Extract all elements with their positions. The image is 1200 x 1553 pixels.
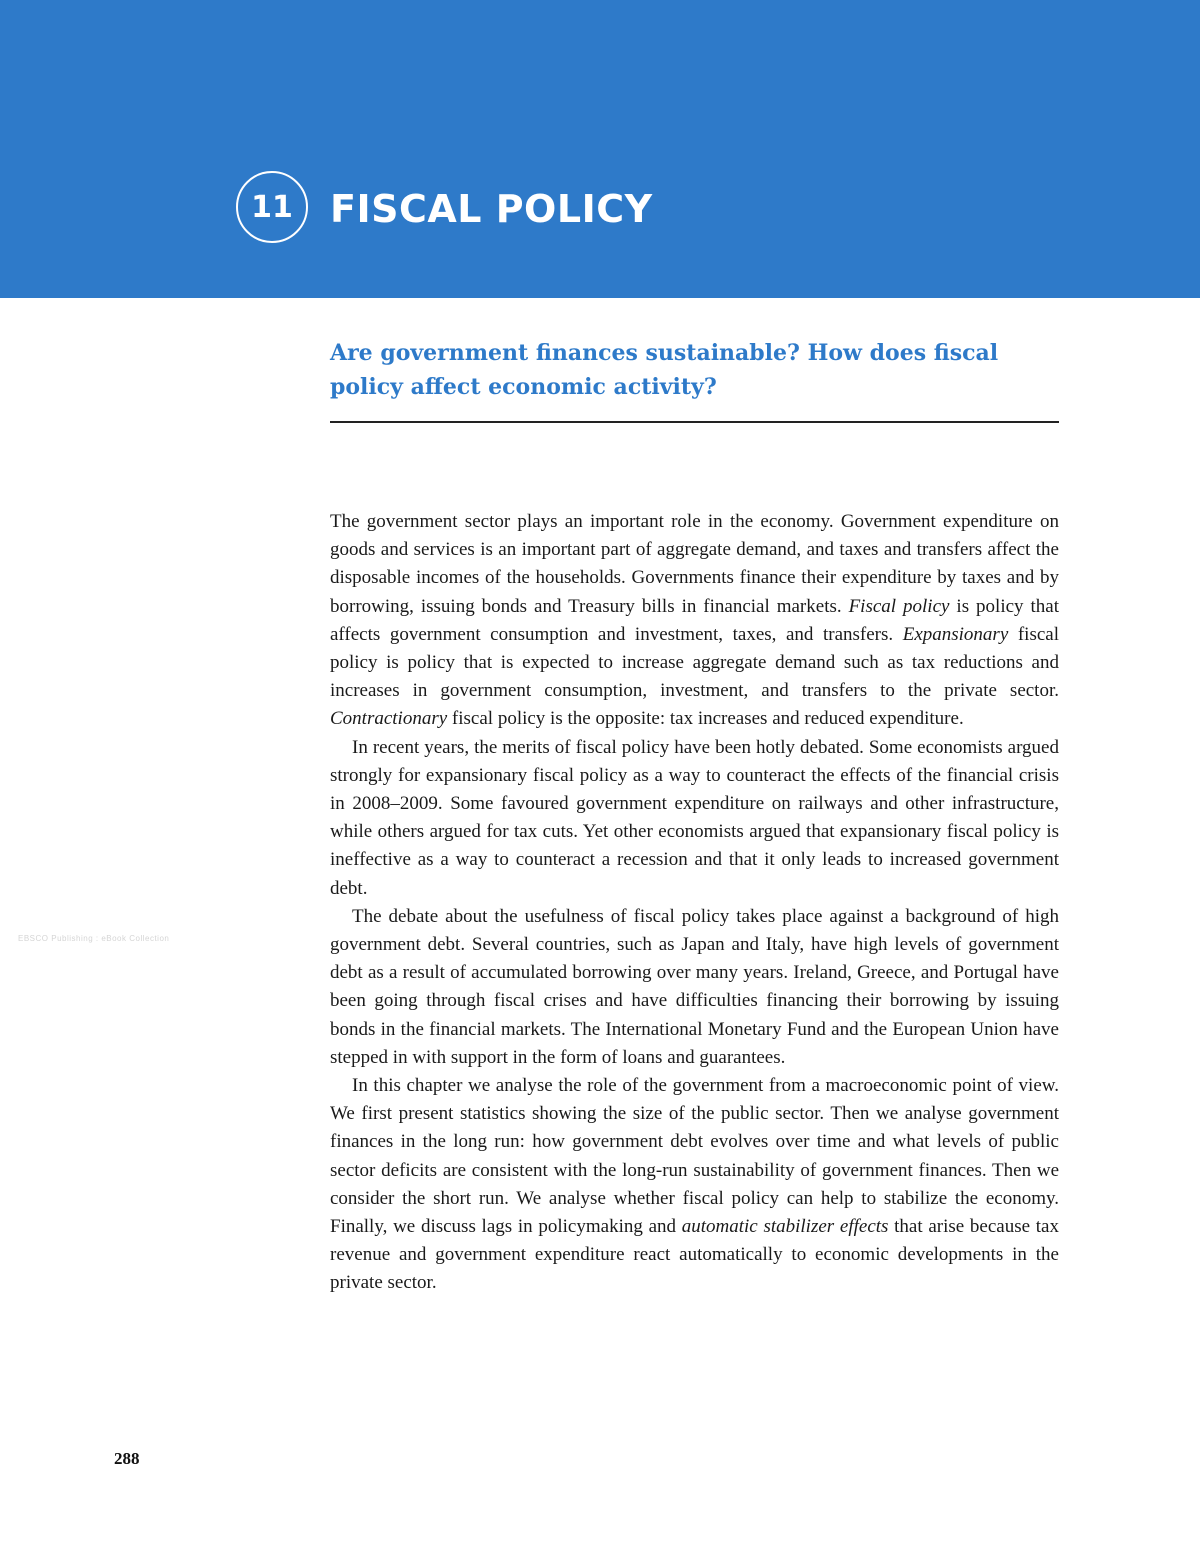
- term-expansionary: Expansionary: [902, 623, 1009, 645]
- body-text: [330, 508, 1059, 1298]
- chapter-title: FISCAL POLICY: [330, 187, 653, 231]
- subtitle-divider: [330, 421, 1059, 423]
- watermark-note: EBSCO Publishing : eBook Collection: [18, 934, 170, 943]
- paragraph-1: The government sector plays an important role in the economy. Government expenditure on goods and services is an important part of aggregate demand, and taxes and transfers affect the disposable incomes of the households. Governments finance their expenditure by taxes and by borrowing, issuing bonds and Treasury bills in financial markets. Fiscal policy is policy that affects government consumption and investment, taxes, and transfers. Expansionary fiscal policy is policy that is expected to increase aggregate demand such as tax reductions and increases in government consumption, investment, and transfers to the private sector. Contractionary fiscal policy is the opposite: tax increases and reduced expenditure.: [330, 511, 1059, 730]
- term-fiscal-policy: Fiscal policy: [848, 595, 950, 617]
- page-number: 288: [114, 1449, 140, 1468]
- paragraph-3: The debate about the usefulness of fiscal policy takes place against a background of high government debt. Several countries, such as Japan and Italy, have high levels of government debt as a result of accumulated borrowing over many years. Ireland, Greece, and Portugal have been going through fiscal crises and have difficulties financing their borrowing by issuing bonds in the financial markets. The International Monetary Fund and the European Union have stepped in with support in the form of loans and guarantees.: [330, 905, 1059, 1068]
- paragraph-2: In recent years, the merits of fiscal policy have been hotly debated. Some economists argued strongly for expansionary fiscal policy as a way to counteract the effects of the financial crisis in 2008–2009. Some favoured government expenditure on railways and other infrastructure, while others argued for tax cuts. Yet other economists argued that expansionary fiscal policy is ineffective as a way to counteract a recession and that it only leads to increased government debt.: [330, 736, 1059, 899]
- chapter-number-badge: [236, 171, 308, 243]
- paragraph-4: In this chapter we analyse the role of the government from a macroeconomic point of view. We first present statistics showing the size of the public sector. Then we analyse government finances in the long run: how government debt evolves over time and what levels of public sector deficits are consistent with the long-run sustainability of government finances. Then we consider the short run. We analyse whether fiscal policy can help to stabilize the economy. Finally, we discuss lags in policymaking and automatic stabilizer effects that arise because tax revenue and government expenditure react automatically to economic developments in the private sector.: [330, 1075, 1059, 1294]
- chapter-banner: [0, 0, 1200, 298]
- term-automatic-stabilizer: automatic stabilizer effects: [681, 1216, 889, 1238]
- term-contractionary: Contractionary: [330, 708, 448, 730]
- chapter-subtitle: Are government finances sustainable? How does fiscal policy affect economic activity?: [330, 340, 999, 400]
- chapter-number: 11: [251, 189, 293, 225]
